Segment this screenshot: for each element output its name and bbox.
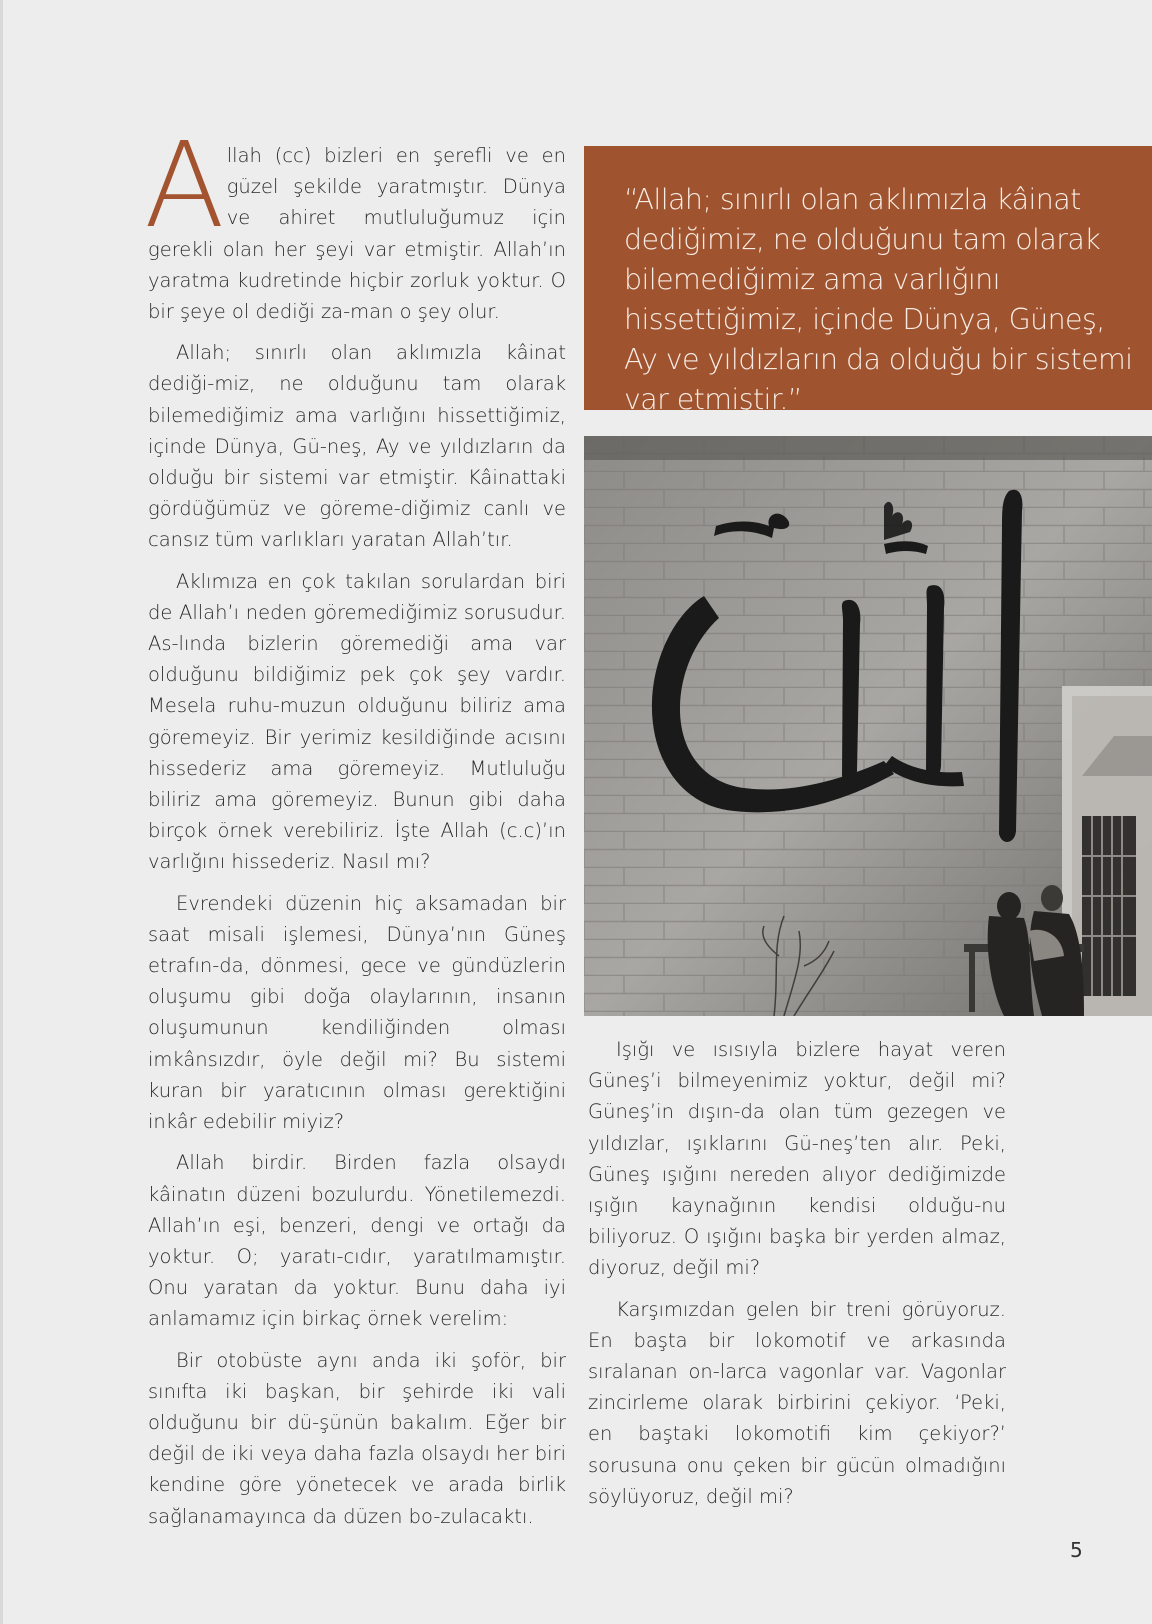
- paragraph-order: Evrendeki düzenin hiç aksamadan bir saat misali işlemesi, Dünya’nın Güneş etrafın-da, dönmesi, gece ve gündüzlerin oluşumu gibi doğa olaylarının, insanın oluşumunun kendiliğinden olması imkânsızdır, öyle değil mi? Bu sistemi kuran bir yaratıcının olması gerektiğini inkâr edebilir miyiz?: [148, 891, 566, 1134]
- paragraph-train: Karşımızdan gelen bir treni görüyoruz. En başta bir lokomotif ve arkasında sıralanan on-larca vagonlar var. Vagonlar zincirleme olarak birbirini çekiyor. ‘Peki, en baştaki lokomotifi kim çekiyor?’ sorusuna onu çeken bir gücün olmadığını söylüyoruz, değil mi?: [588, 1297, 1006, 1508]
- paragraph-example: Bir otobüste aynı anda iki şoför, bir sınıfta iki başkan, bir şehirde iki vali olduğunu bir dü-şünün bakalım. Eğer bir değil de iki veya daha fazla olsaydı her biri kendine göre yönetecek ve arada birlik sağlanamayınca da düzen bo-zulacaktı.: [148, 1348, 566, 1528]
- paragraph-unseen: Aklımıza en çok takılan sorulardan biri de Allah’ı neden göremediğimiz sorusudur. As-lında bizlerin göremediği ama var olduğunu bildiğimiz pek çok şey vardır. Mesela ruhu-muzun olduğunu biliriz ama göremeyiz. Bir yerimiz kesildiğinde acısını hissederiz ama göremeyiz. Mutluluğu biliriz ama göremeyiz. Bunun gibi daha birçok örnek verebiliriz. İşte Allah (c.c)’ın varlığını hissederiz. Nasıl mı?: [148, 569, 566, 874]
- paragraph-intro: [144, 116, 566, 327]
- calligraphy-wall-photo: [584, 436, 1152, 1016]
- pull-quote-box: [584, 146, 1152, 416]
- drop-cap: A: [144, 116, 221, 254]
- paragraph-intro-text: llah (cc) bizleri en şerefli ve en güzel şekilde yaratmıştır. Dünya ve ahiret mutluluğumuz için gerekli olan her şeyi var etmiştir. Allah’ın yaratma kudretinde hiçbir zorluk yoktur. O bir şeye ol dediği za-man o şey olur.: [148, 144, 566, 324]
- paragraph-sun: Işığı ve ısısıyla bizlere hayat veren Güneş’i bilmeyenimiz yoktur, değil mi? Güneş’in dışın-da olan tüm gezegen ve yıldızlar, ışıklarını Gü-neş’ten alır. Peki, Güneş ışığını nereden alıyor dediğimizde ışığın kaynağının kendisi olduğu-nu biliyoruz. O ışığını başka bir yerden almaz, diyoruz, değil mi?: [588, 1038, 1006, 1280]
- paragraph-universe: Allah; sınırlı olan aklımızla kâinat dediği-miz, ne olduğunu tam olarak bilemediğimiz ama varlığını hissettiğimiz, içinde Dünya, Gü-neş, Ay ve yıldızların da olduğu bir sistemi var etmiştir. Kâinattaki gördüğümüz ve göreme-diğimiz canlı ve cansız tüm varlıkları yaratan Allah’tır.: [148, 341, 566, 552]
- right-text-column: [588, 1034, 1006, 1522]
- page-edge: [0, 0, 3, 1624]
- pull-quote-text: “Allah; sınırlı olan aklımızla kâinat dediğimiz, ne olduğunu tam olarak bilemediğimiz ama varlığını hissettiğimiz, içinde Dünya, Güneş, Ay ve yıldızların da olduğu bir sistemi var etmiştir.”: [624, 183, 1133, 416]
- paragraph-oneness: Allah birdir. Birden fazla olsaydı kâinatın düzeni bozulurdu. Yönetilemezdi. Allah’ın eşi, benzeri, dengi ve ortağı da yoktur. O; yaratı-cıdır, yaratılmamıştır. Onu yaratan da yoktur. Bunu daha iyi anlamamız için birkaç örnek verelim:: [148, 1151, 566, 1331]
- page-number: 5: [1070, 1538, 1083, 1562]
- left-text-column: [144, 116, 566, 1542]
